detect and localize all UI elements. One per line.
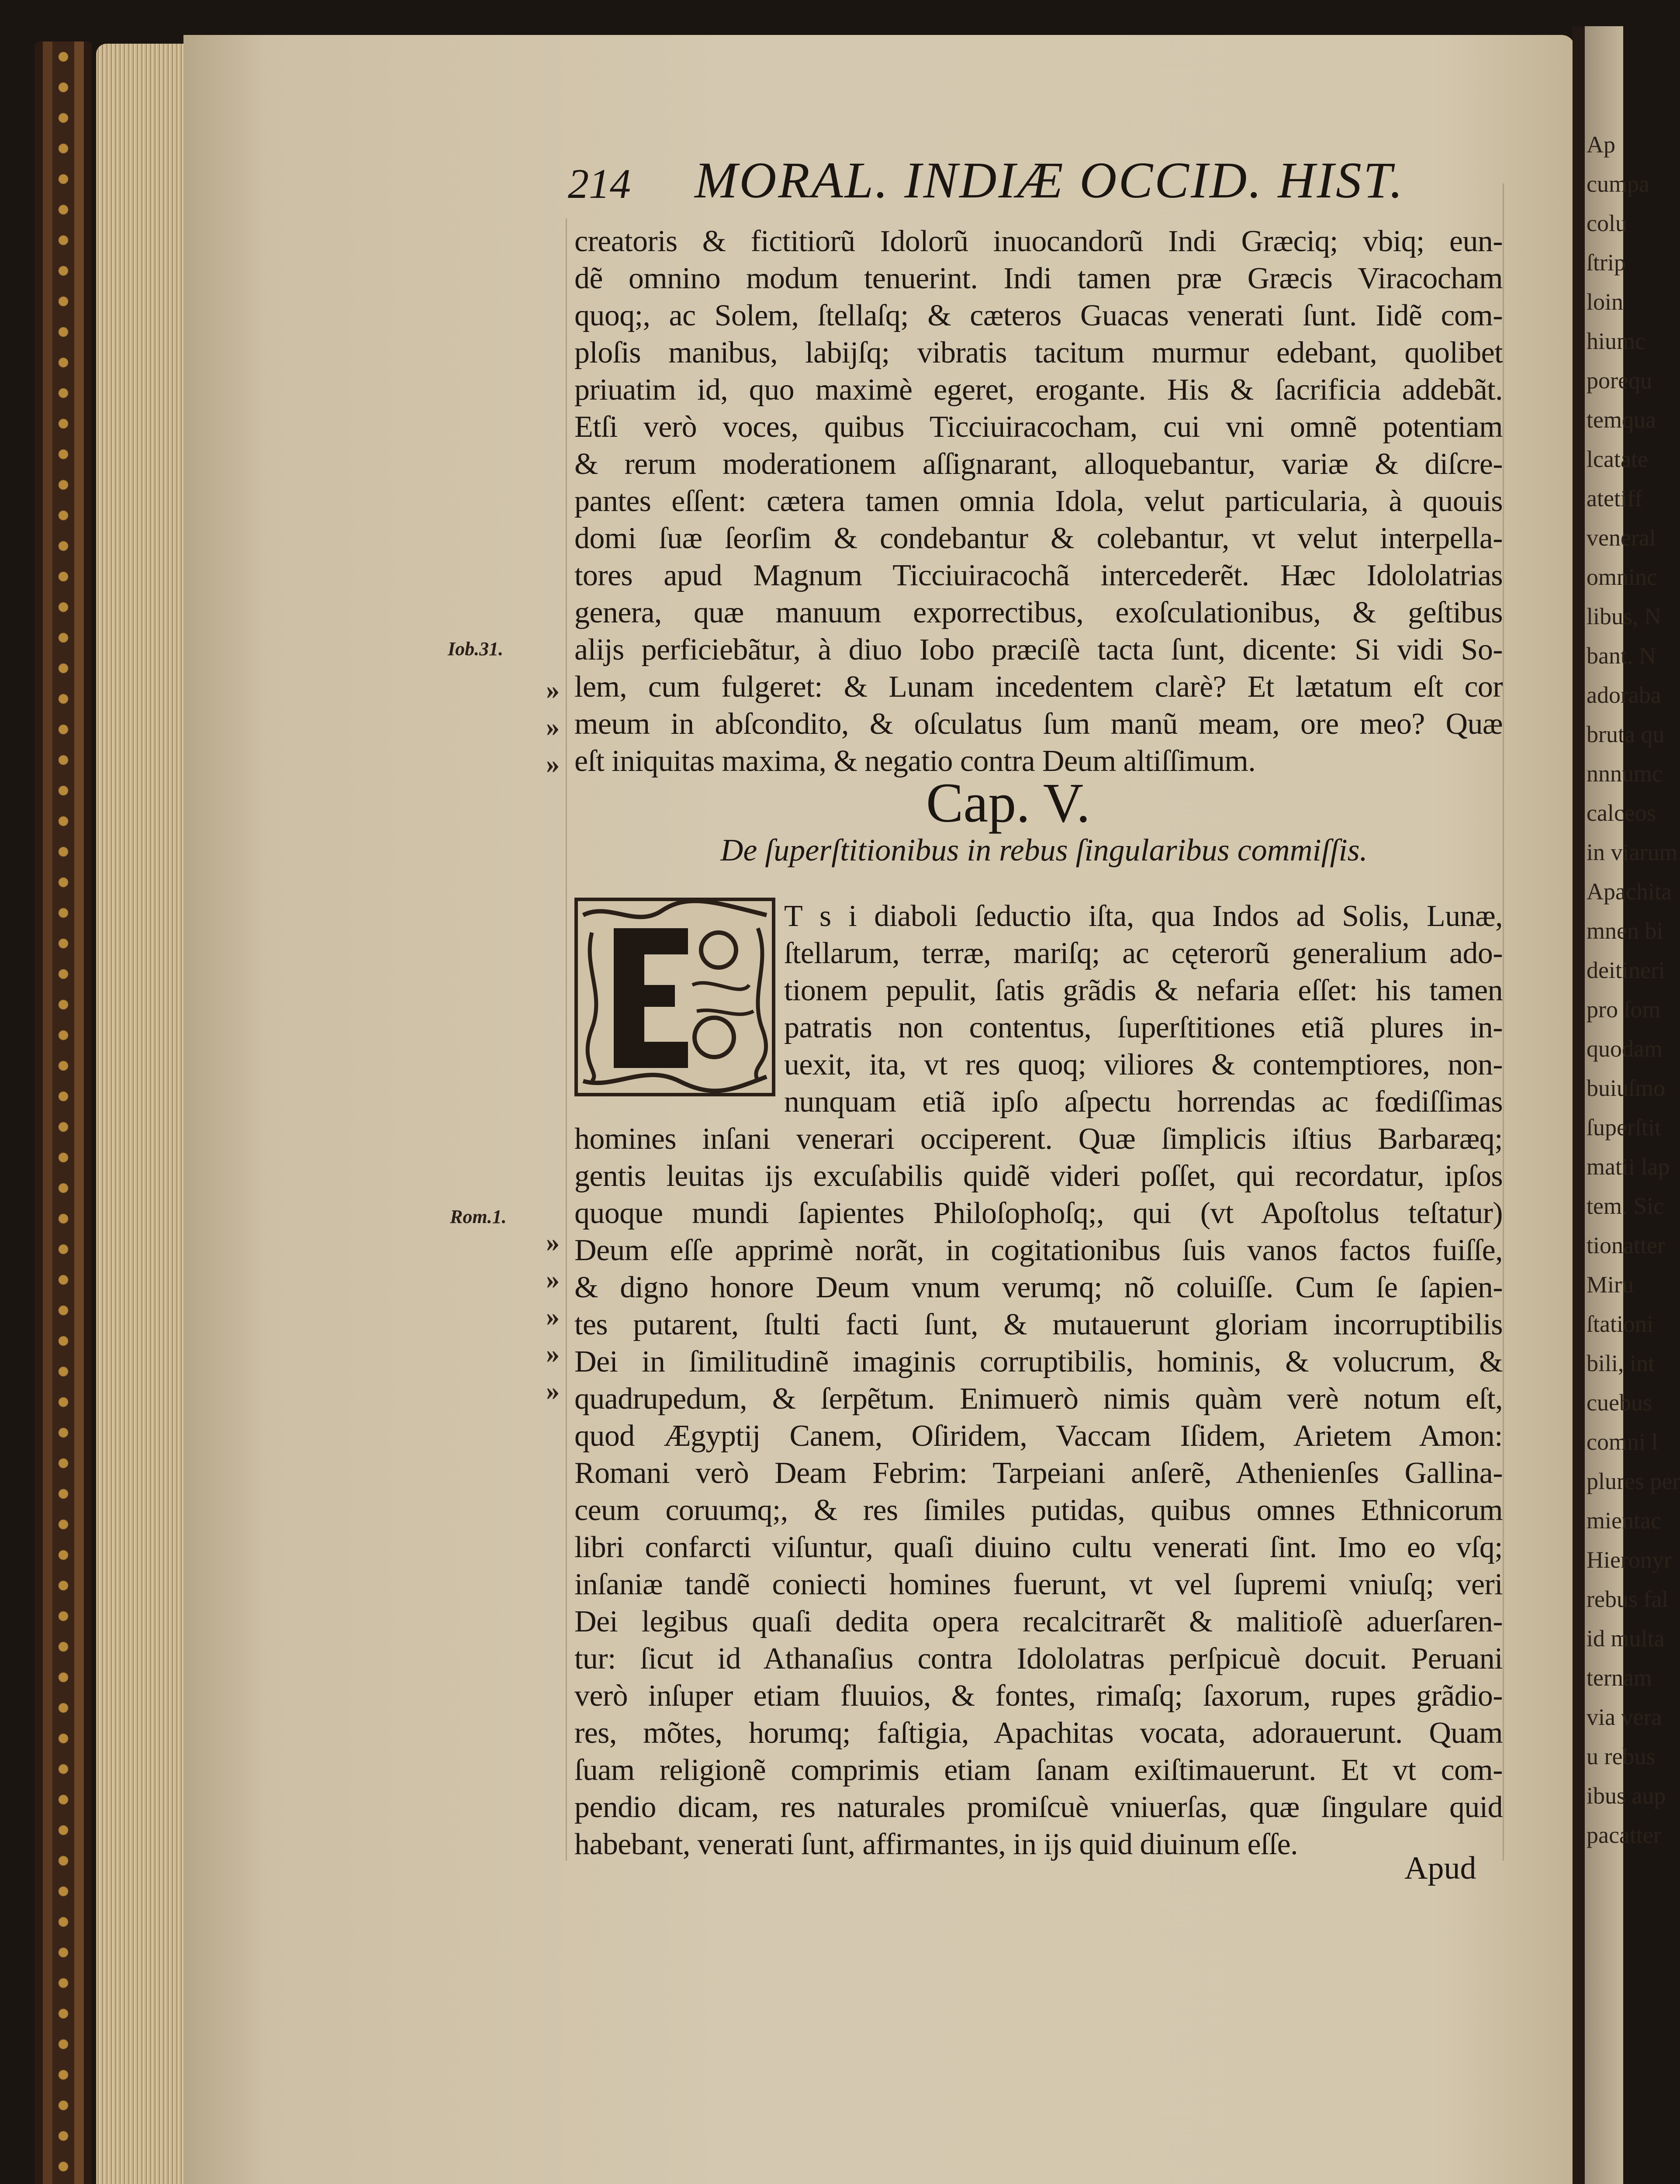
next-page-fragment: lcatate [1587, 446, 1648, 472]
text-line: quoq;, ac Solem, ſtellaſq; & cæteros Guacas venerati ſunt. Iidẽ com- [574, 299, 1503, 332]
text-line: res, mõtes, horumq; faſtigia, Apachitas vocata, adorauerunt. Quam [574, 1716, 1503, 1750]
decorated-initial [574, 898, 775, 1096]
page-edges [96, 44, 183, 2184]
text-line: & digno honore Deum vnum verumq; nõ coluiſſe. Cum ſe ſapien- [574, 1271, 1503, 1304]
quote-mark: » [546, 1265, 560, 1295]
text-line: pantes eſſent: cætera tamen omnia Idola, velut particularia, à quouis [574, 484, 1503, 518]
next-page-fragment: mnen bi [1587, 918, 1663, 944]
catchword: Apud [1404, 1850, 1476, 1886]
text-line: habebant, venerati ſunt, affirmantes, in ijs quid diuinum eſſe. [574, 1828, 1298, 1861]
spine-gap [1573, 26, 1586, 2184]
text-line: pendio dicam, res naturales promiſcuè vniuerſas, quæ ſingulare quid [574, 1790, 1503, 1824]
chapter-heading: Cap. V. [926, 772, 1090, 834]
next-page-fragment: hiumc [1587, 328, 1645, 354]
text-line: eſt iniquitas maxima, & negatio contra Deum altiſſimum. [574, 744, 1256, 778]
next-page-fragment: buiuſmo [1587, 1075, 1666, 1101]
text-line: domi ſuæ ſeorſim & condebantur & colebantur, vt velut interpella- [574, 522, 1503, 555]
running-head: MORAL. INDIÆ OCCID. HIST. [695, 152, 1405, 209]
page-header [568, 151, 1485, 212]
text-line: Deum eſſe apprimè norãt, in cogitationibus ſuis vanos factos fuiſſe, [574, 1234, 1503, 1267]
text-line: dẽ omnino modum tenuerint. Indi tamen præ Græcis Viracocham [574, 262, 1503, 295]
text-line: ſuam religionẽ comprimis etiam ſanam exiſtimauerunt. Et vt com- [574, 1753, 1503, 1787]
margin-note-job: Iob.31. [448, 638, 504, 660]
next-page-fragment: u rebus [1587, 1743, 1656, 1769]
next-page-fragment: Ap [1587, 131, 1615, 158]
next-page-fragment: temqua [1587, 407, 1656, 433]
inner-margin-rule [566, 218, 567, 1861]
text-line: inſaniæ tandẽ coniecti homines fuerunt, vt vel ſupremi vniuſq; veri [574, 1568, 1503, 1601]
recto-page-fragment [1585, 26, 1680, 2184]
next-page-fragment: omninc [1587, 564, 1657, 590]
next-page-fragment: cumpa [1587, 171, 1649, 197]
text-line: creatoris & fictitiorũ Idolorũ inuocandorũ Indi Græciq; vbiq; eun- [574, 225, 1503, 258]
text-line: genera, quæ manuum exporrectibus, exoſculationibus, & geſtibus [574, 596, 1503, 629]
text-line: tes putarent, ſtulti facti ſunt, & mutauerunt gloriam incorruptibilis [574, 1308, 1503, 1341]
next-page-fragment: ſuperſtit [1587, 1114, 1661, 1140]
next-page-fragment: calceos [1587, 800, 1656, 826]
text-line: & rerum moderationem aſſignarant, alloquebantur, variæ & diſcre- [574, 447, 1503, 481]
text-line: alijs perficiebãtur, à diuo Iobo præciſè tacta ſunt, dicente: Si vidi So- [574, 633, 1503, 667]
next-page-fragment: pacatter [1587, 1822, 1661, 1848]
initial-e-woodcut-icon [574, 898, 775, 1096]
text-line: patratis non contentus, ſuperſtitiones etiã plures in- [784, 1011, 1503, 1044]
next-page-fragment: nnnumc [1587, 760, 1663, 787]
text-line: uexit, ita, vt res quoq; viliores & contemptiores, non- [784, 1048, 1503, 1082]
outer-margin-rule [1503, 183, 1504, 1861]
next-page-fragment: in viarum [1587, 839, 1678, 865]
quote-mark: » [546, 1376, 560, 1406]
next-page-fragment: Miru [1587, 1272, 1634, 1298]
page-number: 214 [568, 160, 631, 207]
next-page-fragment: ternam [1587, 1665, 1652, 1691]
next-page-fragment: tionatter [1587, 1232, 1665, 1258]
next-page-fragment: Hieronyr [1587, 1547, 1672, 1573]
text-line: verò inſuper etiam fluuios, & fontes, rimaſq; ſaxorum, rupes grãdio- [574, 1679, 1503, 1713]
next-page-fragment: matii lap [1587, 1154, 1670, 1180]
next-page-fragment: porequ [1587, 367, 1652, 394]
text-line: Romani verò Deam Febrim: Tarpeiani anſerẽ, Athenienſes Gallina- [574, 1456, 1503, 1490]
binding-border [35, 41, 92, 2184]
next-page-fragment: cuebus [1587, 1389, 1652, 1416]
text-line: gentis leuitas ijs excuſabilis quidẽ videri poſſet, qui recordatur, ipſos [574, 1159, 1503, 1193]
text-line: quoque mundi ſapientes Philoſophoſq;, qui (vt Apoſtolus teſtatur) [574, 1196, 1503, 1230]
quote-mark: » [546, 712, 560, 742]
margin-note-rom: Rom.1. [450, 1206, 507, 1227]
text-line: Etſi verò voces, quibus Ticciuiracocham, cui vni omnẽ potentiam [574, 410, 1503, 444]
next-page-fragment: libus, N [1587, 603, 1662, 629]
next-page-fragment: atetiff [1587, 485, 1642, 511]
text-line: tores apud Magnum Ticciuiracochã intercederẽt. Hæc Idololatrias [574, 559, 1503, 592]
next-page-fragment: tem. Sic [1587, 1193, 1664, 1219]
quote-mark: » [546, 1339, 560, 1369]
text-line: T s i diaboli ſeductio iſta, qua Indos ad Solis, Lunæ, [784, 899, 1503, 933]
next-page-fragment: Apachita [1587, 878, 1672, 905]
next-page-fragment: bruta qu [1587, 721, 1665, 747]
next-page-fragment: pro ſom [1587, 996, 1661, 1023]
text-line: quod Ægyptij Canem, Oſiridem, Vaccam Iſidem, Arietem Amon: [574, 1419, 1503, 1453]
text-line: ſtellarum, terræ, mariſq; ac cęterorũ generalium ado- [784, 936, 1503, 970]
next-page-fragment: via vera [1587, 1704, 1662, 1730]
text-line: ceum coruumq;, & res ſimiles putidas, quibus omnes Ethnicorum [574, 1493, 1503, 1527]
text-line: quadrupedum, & ſerpẽtum. Enimuerò nimis quàm verè notum eſt, [574, 1382, 1503, 1416]
next-page-fragment: id multa [1587, 1625, 1665, 1652]
next-page-fragment: bili, int [1587, 1350, 1655, 1376]
text-line: nunquam etiã ipſo aſpectu horrendas ac fœdiſſimas [784, 1085, 1503, 1119]
next-page-fragment: bant. N [1587, 643, 1656, 669]
next-page-fragment: mientac [1587, 1507, 1661, 1534]
quote-mark: » [546, 1302, 560, 1332]
next-page-fragment: loin [1587, 289, 1624, 315]
text-line: libri confarcti viſuntur, quaſi diuino cultu venerati ſint. Imo eo vſq; [574, 1531, 1503, 1564]
next-page-fragment: ibus aup [1587, 1783, 1666, 1809]
text-line: tur: ſicut id Athanaſius contra Idololatras perſpicuè docuit. Peruani [574, 1642, 1503, 1676]
next-page-fragment: adoraba [1587, 682, 1661, 708]
quote-mark: » [546, 1228, 560, 1258]
next-page-fragment: veneral [1587, 525, 1656, 551]
next-page-fragment: ſtrip [1587, 249, 1626, 276]
text-line: lem, cum fulgeret: & Lunam incedentem clarè? Et lætatum eſt cor [574, 670, 1503, 704]
next-page-fragment: deitineri [1587, 957, 1665, 983]
text-line: Dei legibus quaſi dedita opera recalcitrarẽt & malitioſè aduerſaren- [574, 1605, 1503, 1638]
text-line: tionem pepulit, ſatis grãdis & nefaria eſſet: his tamen [784, 974, 1503, 1007]
next-page-fragment: comni l [1587, 1429, 1658, 1455]
text-line: ploſis manibus, labijſq; vibratis tacitum murmur edebant, quolibet [574, 336, 1503, 370]
text-line: meum in abſcondito, & oſculatus ſum manũ meam, ore meo? Quæ [574, 707, 1503, 741]
text-line: Dei in ſimilitudinẽ imaginis corruptibilis, hominis, & volucrum, & [574, 1345, 1503, 1379]
chapter-subtitle: De ſuperſtitionibus in rebus ſingularibus commiſſis. [720, 833, 1368, 867]
text-line: homines inſani venerari occiperent. Quæ ſimplicis iſtius Barbaræq; [574, 1122, 1503, 1156]
next-page-fragment: rebus fal [1587, 1586, 1669, 1612]
next-page-fragment: quodam [1587, 1036, 1663, 1062]
quote-mark: » [546, 675, 560, 705]
next-page-fragment: ſtationi [1587, 1311, 1653, 1337]
text-line: priuatim id, quo maximè egeret, erogante. His & ſacrificia addebãt. [574, 373, 1503, 407]
next-page-fragment: plures per [1587, 1468, 1680, 1494]
quote-mark: » [546, 750, 560, 779]
next-page-fragment: colu [1587, 210, 1627, 236]
